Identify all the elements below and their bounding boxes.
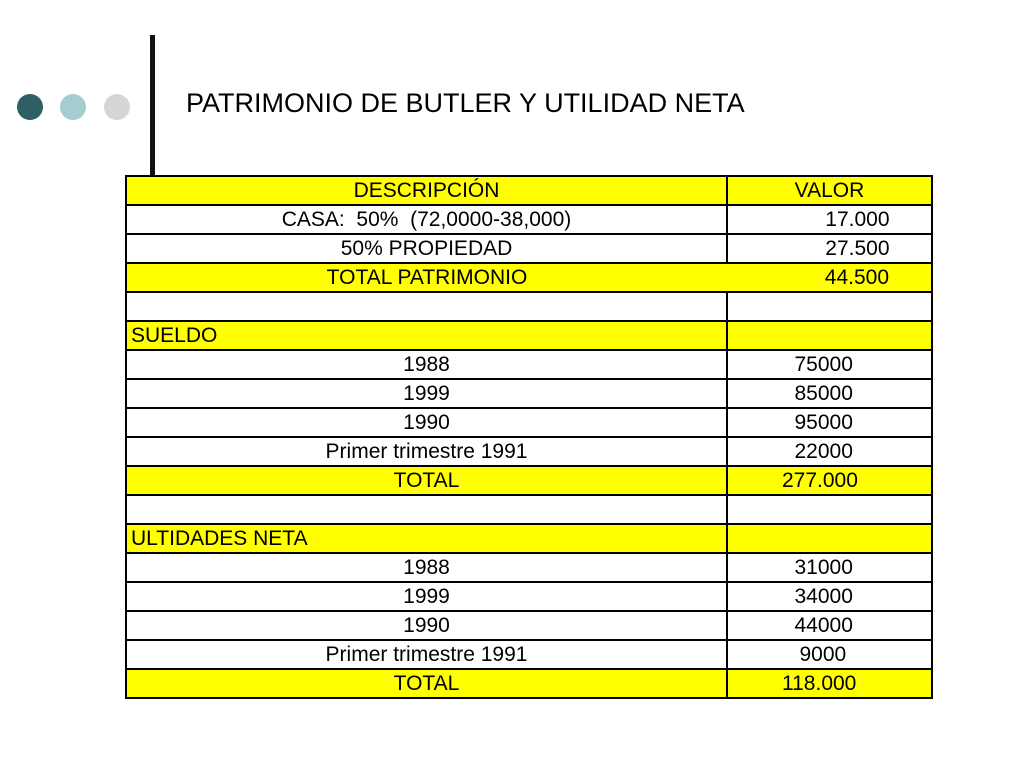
table-row <box>126 437 932 466</box>
sueldo-total-label: TOTAL <box>126 466 727 495</box>
utilidades-total-row <box>126 669 932 698</box>
row-value: 95000 <box>727 408 932 437</box>
row-value: 34000 <box>727 582 932 611</box>
header-value: VALOR <box>727 176 932 205</box>
table-row <box>126 379 932 408</box>
spacer-row <box>126 292 932 321</box>
row-year: 1988 <box>126 350 727 379</box>
row-value: 22000 <box>727 437 932 466</box>
row-year: 1990 <box>126 611 727 640</box>
utilidades-section-row <box>126 524 932 553</box>
row-description: 50% PROPIEDAD <box>126 234 727 263</box>
row-value: 44000 <box>727 611 932 640</box>
sueldo-total-value: 277.000 <box>727 466 932 495</box>
row-value: 17.000 <box>727 205 932 234</box>
sueldo-section-row <box>126 321 932 350</box>
table-header-row <box>126 176 932 205</box>
table-row <box>126 611 932 640</box>
row-year: 1999 <box>126 582 727 611</box>
sueldo-label: SUELDO <box>126 321 727 350</box>
table-row <box>126 205 932 234</box>
row-description: CASA: 50% (72,0000-38,000) <box>126 205 727 234</box>
table-row <box>126 350 932 379</box>
row-year: Primer trimestre 1991 <box>126 640 727 669</box>
utilidades-empty-cell <box>727 524 932 553</box>
table-row <box>126 234 932 263</box>
row-year: 1999 <box>126 379 727 408</box>
table-row <box>126 640 932 669</box>
row-year: Primer trimestre 1991 <box>126 437 727 466</box>
patrimonio-total-row <box>126 263 932 292</box>
title-divider-bar <box>150 35 155 175</box>
row-value: 9000 <box>727 640 932 669</box>
header-description: DESCRIPCIÓN <box>126 176 727 205</box>
table-row <box>126 582 932 611</box>
utilidades-total-label: TOTAL <box>126 669 727 698</box>
row-year: 1988 <box>126 553 727 582</box>
utilidades-label: ULTIDADES NETA <box>126 524 727 553</box>
spacer-row <box>126 495 932 524</box>
decor-dot-dark <box>17 94 43 120</box>
patrimonio-total-value: 44.500 <box>727 263 932 292</box>
butler-table <box>125 175 933 699</box>
sueldo-empty-cell <box>727 321 932 350</box>
decor-dot-gray <box>104 94 130 120</box>
row-value: 31000 <box>727 553 932 582</box>
patrimonio-total-label: TOTAL PATRIMONIO <box>126 263 727 292</box>
row-value: 27.500 <box>727 234 932 263</box>
row-value: 75000 <box>727 350 932 379</box>
decor-dot-light <box>60 94 86 120</box>
row-value: 85000 <box>727 379 932 408</box>
utilidades-total-value: 118.000 <box>727 669 932 698</box>
sueldo-total-row <box>126 466 932 495</box>
table-row <box>126 408 932 437</box>
row-year: 1990 <box>126 408 727 437</box>
slide-title: PATRIMONIO DE BUTLER Y UTILIDAD NETA <box>186 88 745 118</box>
table-row <box>126 553 932 582</box>
